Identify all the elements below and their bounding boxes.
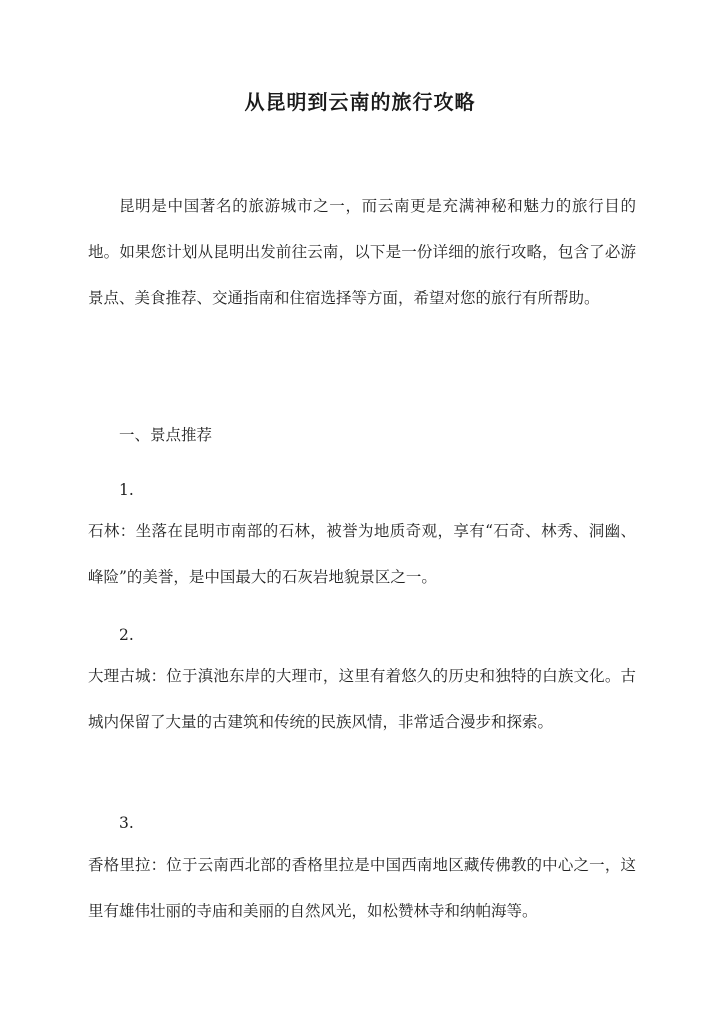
item-text: 大理古城：位于滇池东岸的大理市，这里有着悠久的历史和独特的白族文化。古城内保留了大量的古建筑和传统的民族风情，非常适合漫步和探索。 [88,667,636,731]
item-text: 石林：坐落在昆明市南部的石林，被誉为地质奇观，享有“石奇、林秀、洞幽、峰险”的美誉，是中国最大的石灰岩地貌景区之一。 [88,522,636,586]
item-number: 3. [119,814,134,832]
section-heading: 一、景点推荐 [119,426,213,444]
document-title: 从昆明到云南的旅行攻略 [244,90,476,114]
intro-paragraph: 昆明是中国著名的旅游城市之一，而云南更是充满神秘和魅力的旅行目的地。如果您计划从昆明出发前往云南，以下是一份详细的旅行攻略，包含了必游景点、美食推荐、交通指南和住宿选择等方面，希望对您的旅行有所帮助。 [88,197,636,307]
item-text: 香格里拉：位于云南西北部的香格里拉是中国西南地区藏传佛教的中心之一，这里有雄伟壮丽的寺庙和美丽的自然风光，如松赞林寺和纳帕海等。 [88,856,636,920]
item-number: 1. [119,481,134,499]
item-number: 2. [119,626,134,644]
